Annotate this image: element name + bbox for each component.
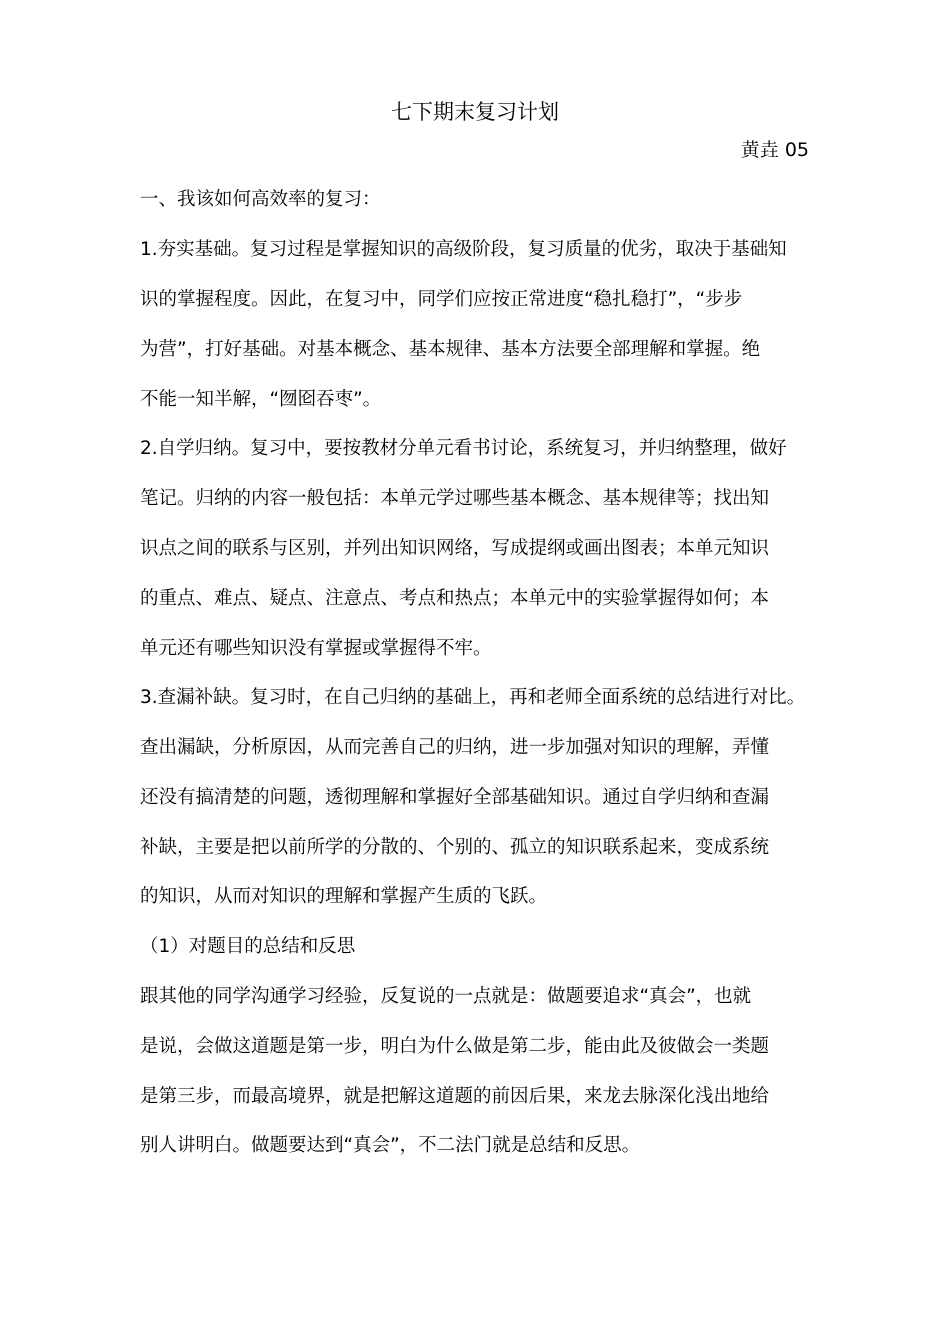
body-line: 单元还有哪些知识没有掌握或掌握得不牢。 [140,638,492,659]
body-line: 还没有搞清楚的问题，透彻理解和掌握好全部基础知识。通过自学归纳和查漏 [140,787,770,808]
document-author: 黄垚 05 [740,139,809,161]
document-title: 七下期末复习计划 [391,100,559,124]
body-line: 2.自学归纳。复习中，要按教材分单元看书讨论，系统复习，并归纳整理，做好 [140,438,787,459]
body-line: 是第三步，而最高境界，就是把解这道题的前因后果，来龙去脉深化浅出地给 [140,1086,770,1107]
body-line: 的知识，从而对知识的理解和掌握产生质的飞跃。 [140,886,548,907]
body-line: 识点之间的联系与区别，并列出知识网络，写成提纲或画出图表；本单元知识 [140,538,770,559]
body-line: 识的掌握程度。因此，在复习中，同学们应按正常进度“稳扎稳打”，“步步 [140,289,743,310]
body-line: 为营”，打好基础。对基本概念、基本规律、基本方法要全部理解和掌握。绝 [140,339,761,360]
body-line: 笔记。归纳的内容一般包括：本单元学过哪些基本概念、基本规律等；找出知 [140,488,770,509]
body-line: 3.查漏补缺。复习时，在自己归纳的基础上，再和老师全面系统的总结进行对比。 [140,687,806,708]
body-line: 跟其他的同学沟通学习经验，反复说的一点就是：做题要追求“真会”，也就 [140,986,752,1007]
body-line: 补缺，主要是把以前所学的分散的、个别的、孤立的知识联系起来，变成系统 [140,837,770,858]
body-line: 的重点、难点、疑点、注意点、考点和热点；本单元中的实验掌握得如何；本 [140,588,770,609]
section-heading: 一、我该如何高效率的复习： [140,189,381,210]
body-line: 别人讲明白。做题要达到“真会”，不二法门就是总结和反思。 [140,1135,641,1156]
body-line: 1.夯实基础。复习过程是掌握知识的高级阶段，复习质量的优劣，取决于基础知 [140,239,787,260]
body-line: 查出漏缺，分析原因，从而完善自己的归纳，进一步加强对知识的理解，弄懂 [140,737,770,758]
subsection-heading: （1）对题目的总结和反思 [140,936,356,957]
body-line: 是说，会做这道题是第一步，明白为什么做是第二步，能由此及彼做会一类题 [140,1036,770,1057]
body-line: 不能一知半解，“囫囵吞枣”。 [140,389,382,410]
